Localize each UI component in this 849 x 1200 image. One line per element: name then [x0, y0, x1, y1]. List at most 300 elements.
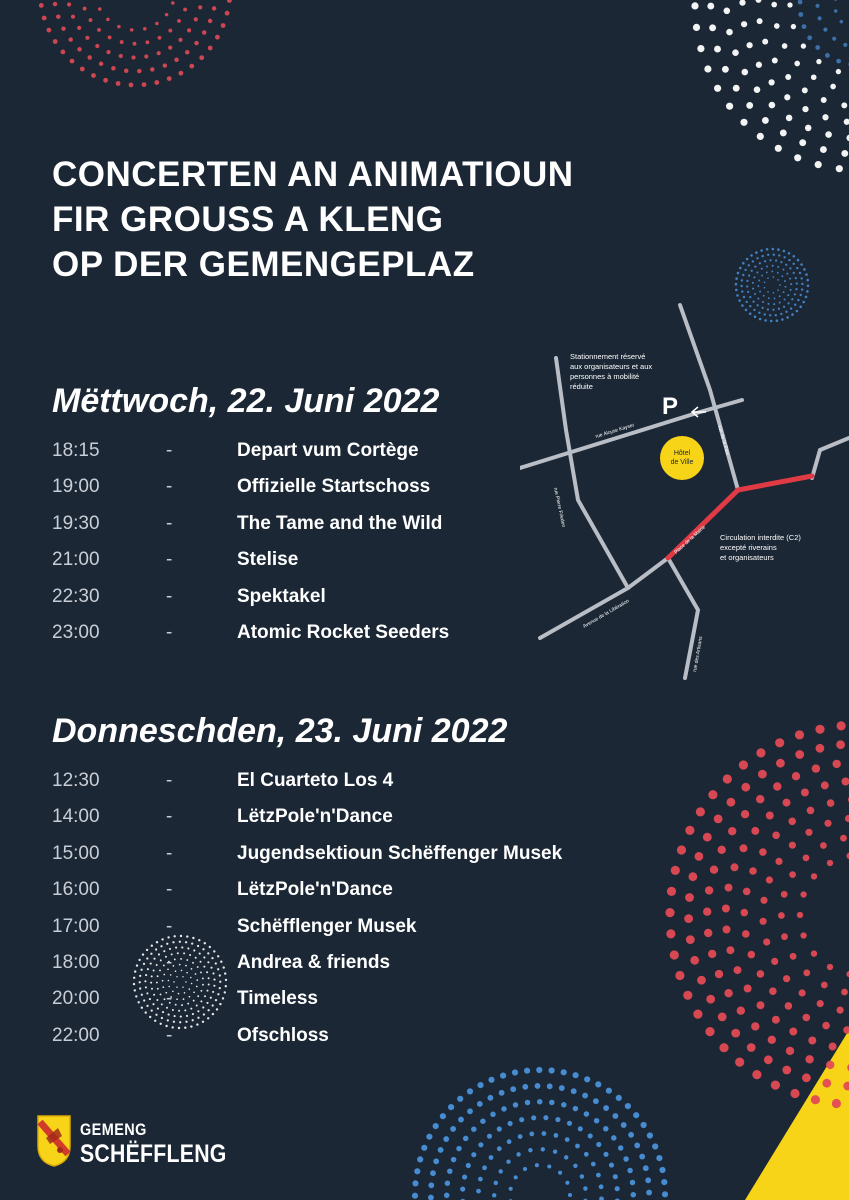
burst-dot: [697, 45, 704, 52]
schedule-row: [52, 806, 612, 842]
burst-dot: [603, 1105, 609, 1111]
burst-dot: [772, 248, 775, 251]
burst-dot: [471, 1152, 476, 1157]
burst-dot: [746, 258, 749, 261]
burst-dot: [772, 58, 778, 64]
burst-dot: [761, 255, 763, 257]
event-time: 22:30: [52, 585, 100, 607]
burst-dot: [827, 799, 835, 807]
burst-dot: [584, 1076, 590, 1082]
burst-dot: [497, 1126, 502, 1131]
burst-dot: [583, 1186, 587, 1190]
burst-dot: [773, 253, 775, 255]
burst-dot: [781, 933, 788, 940]
burst-bottom-blue: [412, 1067, 668, 1200]
burst-dot: [762, 117, 769, 124]
burst-dot: [719, 1043, 728, 1052]
burst-dot: [741, 810, 749, 818]
title-line-3: OP DER GEMENGEPLAZ: [52, 245, 475, 284]
burst-dot: [625, 1103, 631, 1109]
burst-dot: [825, 53, 830, 58]
burst-dot: [724, 989, 732, 997]
burst-dot: [199, 55, 204, 60]
burst-dot: [808, 1037, 816, 1045]
burst-dot: [677, 845, 686, 854]
event-act: Schëfflenger Musek: [237, 915, 417, 937]
burst-dot: [752, 260, 754, 262]
burst-dot: [426, 1134, 432, 1140]
burst-dot: [531, 1115, 536, 1120]
burst-dot: [535, 1163, 539, 1167]
burst-dot: [790, 953, 797, 960]
burst-dot: [656, 1155, 662, 1161]
burst-dot: [727, 798, 736, 807]
burst-dot: [489, 1155, 494, 1160]
burst-dot: [714, 85, 721, 92]
burst-dot: [803, 268, 806, 271]
burst-dot: [189, 64, 194, 69]
event-act: Stelise: [237, 549, 299, 571]
burst-dot: [185, 50, 189, 54]
burst-dot: [71, 15, 75, 19]
burst-dot: [80, 67, 85, 72]
event-separator: -: [166, 806, 173, 828]
burst-dot: [785, 1002, 793, 1010]
burst-dot: [792, 772, 800, 780]
burst-dot: [99, 62, 103, 66]
burst-dot: [751, 827, 759, 835]
burst-dot: [666, 929, 675, 938]
event-act: Timeless: [237, 988, 318, 1010]
burst-dot: [742, 930, 750, 938]
burst-dot: [178, 38, 182, 42]
burst-dot: [704, 65, 711, 72]
burst-dot: [815, 45, 820, 50]
burst-dot: [536, 1067, 542, 1073]
burst-dot: [715, 970, 723, 978]
burst-dot: [723, 926, 731, 934]
event-time: 23:00: [52, 621, 100, 643]
burst-dot: [98, 7, 102, 11]
burst-dot: [501, 1106, 507, 1112]
burst-dot: [690, 956, 699, 965]
event-time: 21:00: [52, 549, 100, 571]
burst-dot: [438, 1147, 444, 1153]
burst-dot: [790, 1089, 799, 1098]
burst-dot: [703, 908, 711, 916]
poster-title: [52, 152, 574, 287]
burst-dot: [516, 1152, 520, 1156]
event-separator: -: [166, 951, 173, 973]
burst-dot: [718, 1013, 727, 1022]
burst-dot: [836, 740, 845, 749]
burst-dot: [830, 84, 836, 90]
burst-dot: [752, 282, 754, 284]
burst-dot: [801, 288, 803, 290]
burst-dot: [571, 1088, 577, 1094]
schedule-row: [52, 549, 612, 585]
burst-dot: [752, 288, 754, 290]
burst-dot: [800, 891, 806, 897]
burst-dot: [845, 815, 849, 822]
burst-dot: [784, 280, 786, 282]
event-act: Offizielle Startschoss: [237, 476, 431, 498]
burst-dot: [85, 36, 89, 40]
burst-dot: [559, 1085, 565, 1091]
event-separator: -: [166, 1024, 173, 1046]
burst-dot: [766, 876, 773, 883]
burst-dot: [549, 1067, 555, 1073]
burst-dot: [616, 1095, 622, 1101]
burst-dot: [768, 297, 770, 299]
burst-dot: [733, 85, 740, 92]
burst-dot: [752, 1070, 761, 1079]
burst-dot: [749, 296, 751, 298]
burst-dot: [750, 254, 753, 257]
burst-dot: [805, 273, 808, 276]
burst-dot: [634, 1142, 640, 1148]
burst-dot: [594, 1118, 600, 1124]
burst-dot: [428, 1182, 434, 1188]
burst-dot: [53, 39, 58, 44]
burst-dot: [488, 1077, 494, 1083]
burst-dot: [615, 1186, 620, 1191]
burst-dot: [476, 1189, 481, 1194]
burst-dot: [801, 789, 809, 797]
logo-line-2: SCHËFFLENG: [80, 1140, 227, 1168]
burst-dot: [456, 1146, 462, 1152]
burst-dot: [803, 1014, 811, 1022]
burst-dot: [807, 35, 812, 40]
burst-dot: [120, 40, 124, 44]
burst-dot: [806, 279, 809, 282]
event-separator: -: [166, 879, 173, 901]
burst-dot: [820, 146, 827, 153]
burst-dot: [766, 271, 768, 273]
burst-dot: [87, 55, 91, 59]
burst-dot: [599, 1184, 604, 1189]
burst-dot: [783, 799, 791, 807]
burst-dot: [56, 14, 60, 18]
burst-dot: [749, 867, 757, 875]
burst-dot: [731, 863, 739, 871]
event-separator: -: [166, 476, 173, 498]
burst-dot: [746, 285, 748, 287]
event-act: Andrea & friends: [237, 951, 391, 973]
burst-dot: [783, 975, 790, 982]
burst-dot: [685, 826, 694, 835]
burst-dot: [528, 1148, 532, 1152]
burst-dot: [724, 8, 731, 15]
burst-dot: [741, 290, 743, 292]
burst-dot: [802, 1073, 811, 1082]
burst-dot: [596, 1173, 601, 1178]
burst-dot: [837, 1007, 844, 1014]
burst-dot: [784, 94, 790, 100]
burst-dot: [665, 908, 674, 917]
schedule-row: [52, 916, 612, 952]
burst-dot: [841, 150, 848, 157]
burst-dot: [805, 829, 812, 836]
yellow-corner-triangle: [745, 1030, 849, 1200]
burst-dot: [467, 1108, 473, 1114]
burst-dot: [767, 277, 769, 279]
burst-dot: [756, 795, 764, 803]
burst-dot: [775, 738, 784, 747]
burst-dot: [807, 807, 815, 815]
burst-dot: [412, 1193, 418, 1199]
burst-dot: [802, 87, 808, 93]
burst-dot: [744, 269, 746, 271]
burst-dot: [802, 106, 808, 112]
burst-dot: [683, 991, 692, 1000]
burst-dot: [794, 293, 796, 295]
burst-dot: [689, 872, 698, 881]
burst-dot: [811, 74, 817, 80]
burst-dot: [739, 0, 745, 6]
burst-dot: [837, 721, 846, 730]
event-act: Atomic Rocket Seeders: [237, 621, 450, 643]
burst-dot: [789, 267, 791, 269]
burst-dot: [553, 1149, 557, 1153]
burst-dot: [183, 8, 187, 12]
burst-dot: [740, 844, 748, 852]
schedule-row: [52, 879, 612, 915]
burst-dot: [227, 0, 232, 3]
burst-dot: [763, 295, 765, 297]
street-right-loop: [812, 438, 849, 478]
burst-dot: [735, 283, 738, 286]
burst-dot: [748, 264, 750, 266]
burst-top-left-red: [38, 0, 232, 87]
burst-dot: [836, 59, 841, 64]
burst-dot: [564, 1155, 568, 1159]
burst-dot: [535, 1083, 541, 1089]
burst-dot: [39, 3, 44, 8]
burst-dot: [460, 1187, 465, 1192]
burst-dot: [111, 66, 115, 70]
burst-dot: [558, 1171, 562, 1175]
burst-dot: [477, 1101, 483, 1107]
parking-note-4: réduite: [570, 382, 593, 391]
burst-dot: [445, 1180, 451, 1186]
burst-dot: [573, 1106, 579, 1112]
burst-dot: [832, 1099, 841, 1108]
burst-dot: [754, 86, 761, 93]
burst-dot: [710, 866, 718, 874]
burst-dot: [811, 1095, 820, 1104]
burst-dot: [817, 1000, 824, 1007]
burst-dot: [509, 1187, 513, 1191]
burst-dot: [670, 950, 679, 959]
burst-dot: [786, 1047, 794, 1055]
burst-dot: [595, 1081, 601, 1087]
burst-dot: [794, 61, 800, 67]
burst-dot: [428, 1195, 434, 1200]
burst-dot: [91, 73, 96, 78]
burst-dot: [525, 1100, 531, 1106]
burst-dot: [805, 296, 808, 299]
burst-dot: [800, 277, 802, 279]
burst-dot: [641, 1122, 647, 1128]
burst-dot: [580, 1174, 584, 1178]
burst-dot: [759, 291, 761, 293]
burst-dot: [777, 266, 779, 268]
burst-dot: [575, 1144, 580, 1149]
burst-dot: [542, 1131, 547, 1136]
burst-dot: [529, 1132, 534, 1137]
burst-dot: [582, 1093, 588, 1099]
burst-dot: [761, 275, 763, 277]
burst-dot: [612, 1113, 618, 1119]
burst-dot: [498, 1169, 502, 1173]
burst-dot: [508, 1121, 513, 1126]
burst-dot: [467, 1088, 473, 1094]
burst-dot: [741, 279, 743, 281]
closure-note-3: et organisateurs: [720, 553, 774, 562]
burst-dot: [759, 262, 761, 264]
burst-dot: [671, 866, 680, 875]
parking-sign: P: [662, 393, 679, 420]
burst-dot: [815, 4, 819, 8]
burst-dot: [756, 62, 762, 68]
burst-dot: [775, 259, 777, 261]
burst-dot: [764, 260, 766, 262]
burst-dot: [725, 884, 733, 892]
burst-dot: [762, 39, 768, 45]
burst-dot: [803, 855, 810, 862]
burst-dot: [603, 1126, 609, 1132]
burst-dot: [816, 59, 821, 64]
burst-dot: [832, 37, 836, 41]
burst-dot: [728, 827, 736, 835]
burst-dot: [757, 1001, 765, 1009]
burst-dot: [157, 51, 161, 55]
burst-dot: [706, 995, 715, 1004]
burst-bottom-right-red: [665, 721, 849, 1109]
burst-dot: [129, 83, 134, 88]
burst-dot: [785, 286, 787, 288]
burst-dot: [555, 1117, 560, 1122]
burst-dot: [565, 1137, 570, 1142]
burst-dot: [703, 833, 712, 842]
burst-dot: [167, 76, 172, 81]
burst-dot: [482, 1165, 487, 1170]
burst-dot: [756, 0, 762, 3]
burst-dot: [755, 251, 758, 254]
event-act: Jugendsektioun Schëffenger Musek: [237, 842, 563, 864]
burst-dot: [802, 24, 807, 29]
burst-dot: [775, 145, 782, 152]
burst-dot: [818, 16, 822, 20]
burst-dot: [103, 78, 108, 83]
burst-dot: [753, 276, 755, 278]
burst-dot: [524, 1068, 530, 1074]
schedule-row: [52, 952, 612, 988]
town-hall-label-1: Hôtel: [673, 450, 691, 457]
burst-dot: [137, 69, 141, 73]
burst-dot: [773, 782, 781, 790]
burst-dot: [47, 28, 52, 33]
burst-dot: [723, 774, 732, 783]
burst-dot: [567, 1121, 572, 1126]
burst-dot: [77, 26, 81, 30]
street-label-frieden: rue Pierre Frieden: [552, 487, 567, 528]
burst-dot: [618, 1145, 624, 1151]
burst-dot: [646, 1190, 652, 1196]
burst-dot: [801, 283, 803, 285]
burst-dot: [827, 860, 833, 866]
burst-dot: [795, 277, 797, 279]
burst-dot: [739, 760, 748, 769]
burst-dot: [821, 982, 828, 989]
burst-dot: [744, 985, 752, 993]
burst-dot: [735, 277, 738, 280]
event-time: 16:00: [52, 879, 100, 901]
burst-dot: [836, 165, 843, 172]
schedule-row: [52, 1025, 612, 1061]
burst-dot: [757, 133, 764, 140]
burst-dot: [768, 79, 774, 85]
burst-top-right-white: [691, 0, 849, 172]
burst-dot: [816, 744, 825, 753]
burst-dot: [499, 1090, 505, 1096]
burst-dot: [471, 1126, 477, 1132]
burst-dot: [568, 1193, 572, 1197]
burst-dot: [820, 842, 827, 849]
burst-dot: [803, 969, 810, 976]
burst-dot: [731, 1029, 740, 1038]
burst-dot: [815, 161, 822, 168]
burst-dot: [740, 285, 742, 287]
schedule-row: [52, 622, 612, 658]
burst-dot: [691, 2, 698, 9]
burst-dot: [741, 783, 750, 792]
burst-dot: [714, 46, 721, 53]
burst-dot: [130, 28, 134, 32]
burst-dot: [208, 46, 213, 51]
schedule-row: [52, 988, 612, 1024]
burst-dot: [824, 820, 831, 827]
burst-dot: [693, 1010, 702, 1019]
burst-dot: [797, 259, 800, 262]
burst-dot: [769, 102, 776, 109]
burst-dot: [840, 20, 844, 24]
event-separator: -: [166, 549, 173, 571]
burst-dot: [639, 1154, 645, 1160]
burst-dot: [462, 1175, 467, 1180]
burst-dot: [811, 950, 817, 956]
burst-dot: [61, 26, 65, 30]
burst-dot: [596, 1142, 601, 1147]
burst-dot: [758, 770, 767, 779]
burst-dot: [561, 1069, 567, 1075]
burst-dot: [628, 1132, 634, 1138]
burst-dot: [789, 1028, 797, 1036]
burst-dot: [708, 950, 716, 958]
schedule-row: [52, 770, 612, 806]
burst-dot: [742, 69, 749, 76]
event-act: LëtzPole'n'Dance: [237, 806, 393, 828]
burst-dot: [444, 1193, 450, 1199]
burst-dot: [414, 1168, 420, 1174]
burst-dot: [822, 1079, 831, 1088]
burst-dot: [776, 759, 785, 768]
burst-dot: [829, 1043, 837, 1051]
burst-dot: [806, 290, 809, 293]
burst-dot: [793, 272, 795, 274]
burst-dot: [798, 0, 803, 4]
